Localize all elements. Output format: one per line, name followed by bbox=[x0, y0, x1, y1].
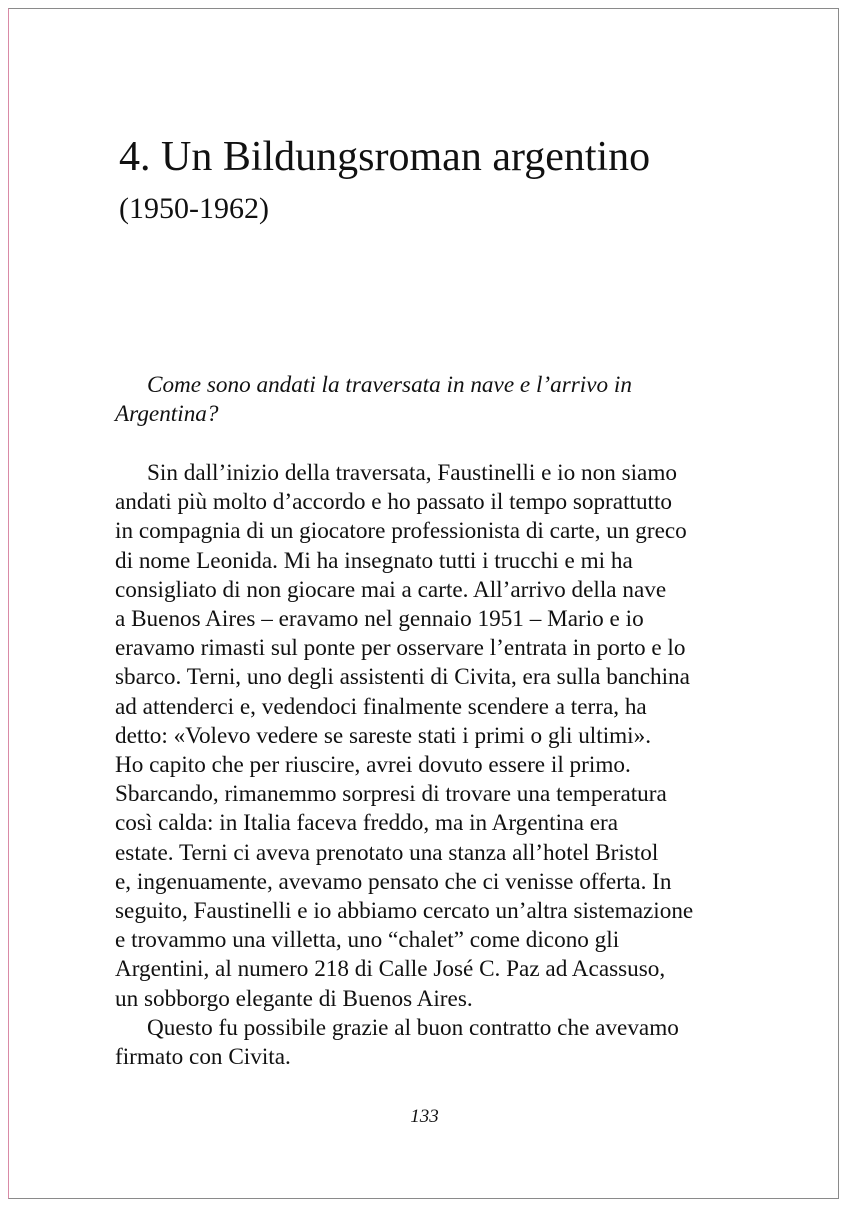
text-line: Argentini, al numero 218 di Calle José C. Paz ad Acassuso, bbox=[115, 956, 666, 983]
interview-question bbox=[115, 371, 725, 429]
text-line: estate. Terni ci aveva prenotato una stanza all’hotel Bristol bbox=[115, 839, 659, 866]
text-line: seguito, Faustinelli e io abbiamo cercato un’altra sistemazione bbox=[115, 898, 694, 925]
text-line: andati più molto d’accordo e ho passato il tempo soprattutto bbox=[115, 489, 673, 516]
text-line: firmato con Civita. bbox=[115, 1044, 291, 1071]
question-line: Argentina? bbox=[115, 401, 219, 427]
question-line: Come sono andati la traversata in nave e l’arrivo in bbox=[147, 372, 632, 398]
text-line: Questo fu possibile grazie al buon contratto che avevamo bbox=[147, 1014, 679, 1041]
text-line: detto: «Volevo vedere se sareste stati i primi o gli ultimi». bbox=[115, 722, 652, 749]
answer-paragraph-1 bbox=[115, 459, 730, 488]
text-line: Ho capito che per riuscire, avrei dovuto essere il primo. bbox=[115, 752, 631, 779]
text-line: in compagnia di un giocatore professionista di carte, un greco bbox=[115, 518, 687, 545]
text-line: Sin dall’inizio della traversata, Faustinelli e io non siamo bbox=[147, 460, 677, 486]
text-line: e trovammo una villetta, uno “chalet” come dicono gli bbox=[115, 927, 620, 954]
text-line: eravamo rimasti sul ponte per osservare l’entrata in porto e lo bbox=[115, 635, 686, 662]
page-number: 133 bbox=[410, 1106, 439, 1127]
answer-paragraph-2 bbox=[115, 1014, 730, 1043]
chapter-title: 4. Un Bildungsroman argentino bbox=[119, 134, 651, 180]
book-page bbox=[8, 8, 839, 1199]
text-line: un sobborgo elegante di Buenos Aires. bbox=[115, 985, 473, 1012]
interview-answer bbox=[115, 459, 730, 1072]
text-line: a Buenos Aires – eravamo nel gennaio 1951 – Mario e io bbox=[115, 606, 644, 633]
text-line: così calda: in Italia faceva freddo, ma in Argentina era bbox=[115, 810, 619, 837]
text-line: sbarco. Terni, uno degli assistenti di Civita, era sulla banchina bbox=[115, 664, 690, 691]
text-line: consigliato di non giocare mai a carte. All’arrivo della nave bbox=[115, 576, 667, 603]
text-line: e, ingenuamente, avevamo pensato che ci venisse offerta. In bbox=[115, 868, 672, 895]
text-line: di nome Leonida. Mi ha insegnato tutti i trucchi e mi ha bbox=[115, 547, 633, 574]
text-line: Sbarcando, rimanemmo sorpresi di trovare una temperatura bbox=[115, 781, 667, 808]
text-line: ad attenderci e, vedendoci finalmente scendere a terra, ha bbox=[115, 693, 647, 720]
chapter-dates: (1950-1962) bbox=[119, 192, 269, 225]
